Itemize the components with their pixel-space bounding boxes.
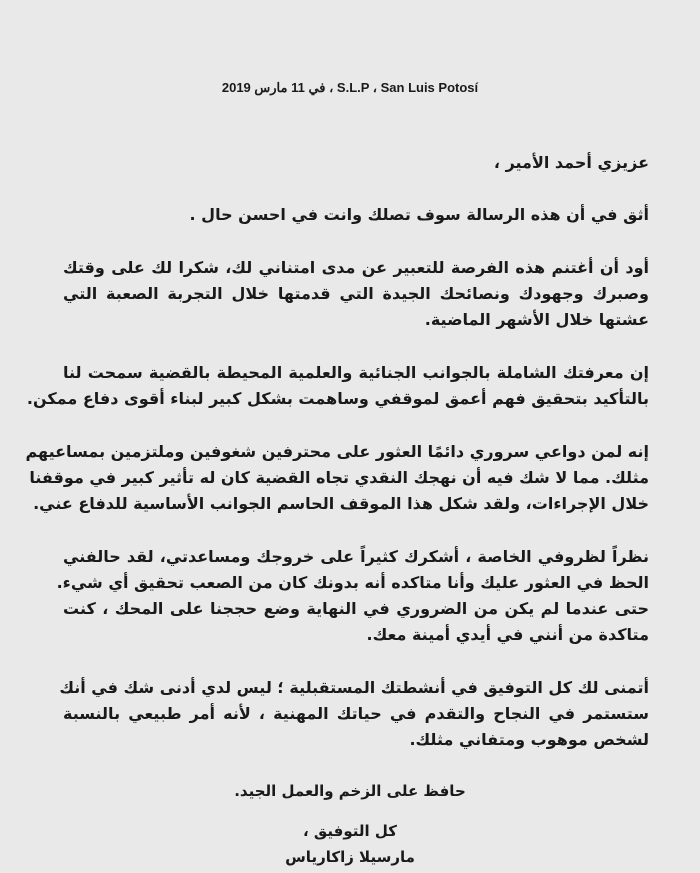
- paragraph-line: حتى عندما لم يكن من الضروري في النهاية وضع حججنا على المحك ، كنت: [63, 599, 649, 618]
- paragraph-1: [63, 255, 649, 333]
- paragraph-line: متاكدة من أنني في أيدي أمينة معك.: [366, 625, 649, 644]
- paragraph-line: وصبرك وجهودك ونصائحك الجيدة التي قدمتها خلال التجربة الصعبة التي: [63, 284, 649, 303]
- paragraph-line: أود أن أغتنم هذه الفرصة للتعبير عن مدى امتناني لك، شكرا لك على وقتك: [63, 258, 649, 277]
- paragraph-5: [59, 675, 649, 753]
- signature-name: مارسيلا زاكارياس: [285, 848, 415, 866]
- letter-header-place-date: S.L.P ، San Luis Potosí ، في 11 مارس 2019: [221, 80, 479, 95]
- paragraph-line: لشخص موهوب ومتفاني مثلك.: [409, 730, 649, 749]
- opening-line: أثق في أن هذه الرسالة سوف تصلك وانت في احسن حال .: [189, 205, 649, 224]
- paragraph-4: [56, 544, 649, 648]
- opening-paragraph: [63, 202, 649, 228]
- paragraph-line: بالتأكيد بتحقيق فهم أعمق لموقفي وساهمت بشكل كبير لبناء أقوى دفاع ممكن.: [26, 389, 649, 408]
- paragraph-line: مثلك. مما لا شك فيه أن نهجك النقدي تجاه القضية كان له تأثير كبير في موقفنا: [29, 468, 649, 487]
- signoff: كل التوفيق ،: [302, 822, 398, 840]
- closing-line: حافظ على الزخم والعمل الجيد.: [234, 782, 466, 800]
- paragraph-2: [26, 360, 649, 412]
- paragraph-line: خلال الإجراءات، ولقد شكل هذا الموقف الحاسم الجوانب الأساسية للدفاع عني.: [33, 494, 649, 513]
- paragraph-line: الحظ في العثور عليك وأنا متاكده أنه بدونك كان من الصعب تحقيق أي شيء.: [56, 573, 649, 592]
- paragraph-line: إن معرفتك الشاملة بالجوانب الجنائية والعلمية المحيطة بالقضية سمحت لنا: [63, 363, 649, 382]
- paragraph-line: عشتها خلال الأشهر الماضية.: [424, 310, 649, 329]
- salutation: [63, 150, 649, 176]
- paragraph-line: أتمنى لك كل التوفيق في أنشطتك المستقبلية ؛ ليس لدي أدنى شك في أنك: [59, 678, 649, 697]
- greeting: عزيزي أحمد الأمير ،: [493, 153, 649, 172]
- paragraph-line: إنه لمن دواعي سروري دائمًا العثور على محترفين شغوفين وملتزمين بمساعيهم: [25, 442, 649, 461]
- paragraph-3: [25, 439, 649, 517]
- paragraph-line: ستستمر في النجاح والتقدم في حياتك المهنية ، لأنه أمر طبيعي بالنسبة: [63, 704, 649, 723]
- paragraph-line: نظراً لظروفي الخاصة ، أشكرك كثيراً على خروجك ومساعدتي، لقد حالفني: [63, 547, 649, 566]
